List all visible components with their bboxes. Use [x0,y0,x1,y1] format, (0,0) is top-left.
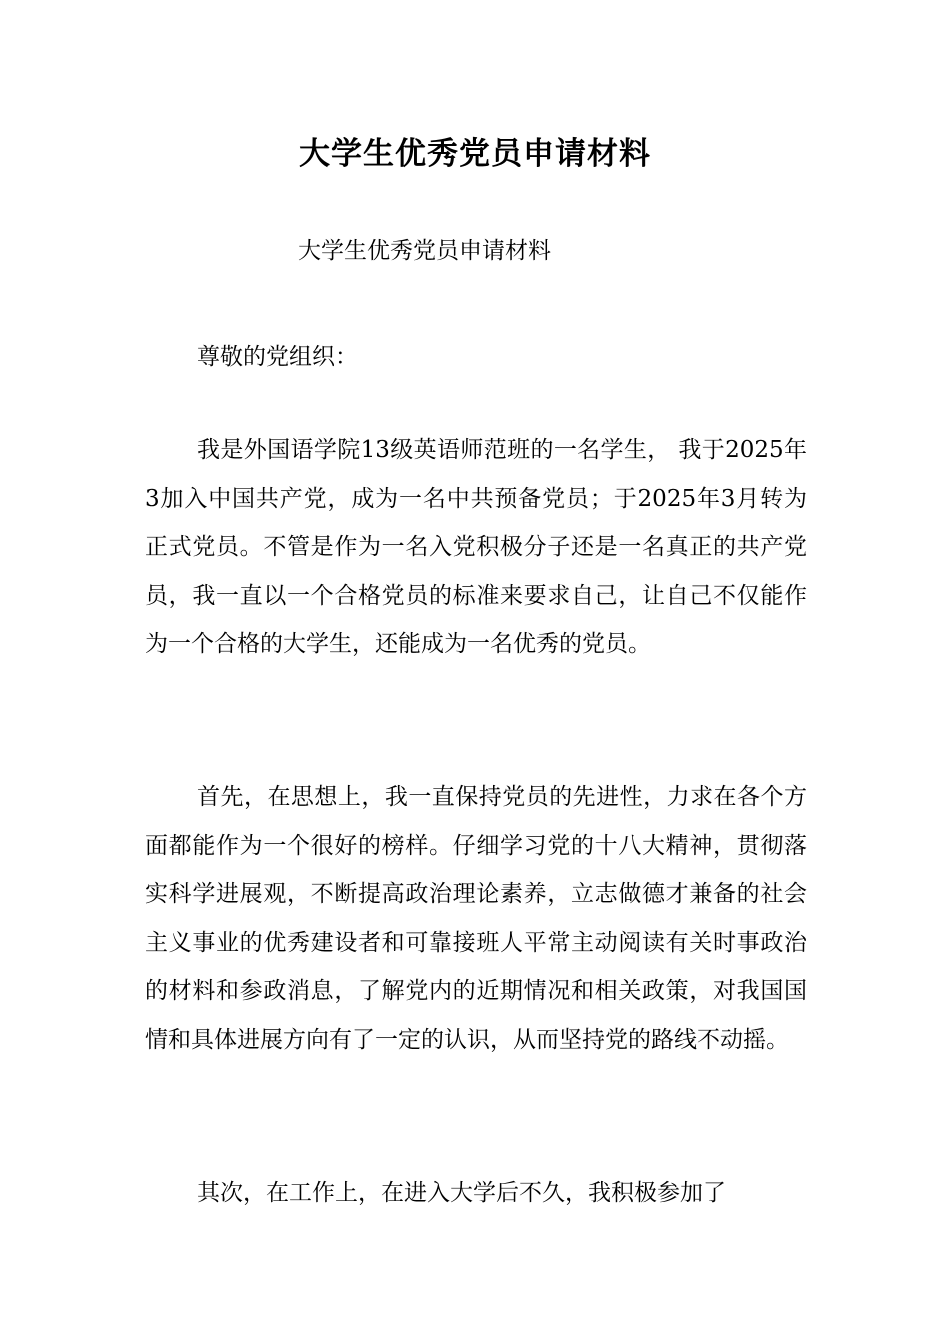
paragraph-work: 其次，在工作上，在进入大学后不久，我积极参加了 [197,1180,726,1206]
paragraph-introduction: 我是外国语学院13级英语师范班的一名学生， 我于2025年3加入中国共产党，成为一名中共预备党员；于2025年3月转为正式党员。不管是作为一名入党积极分子还是一名真正的共产党员，我一直以一个合格党员的标准来要求自己，让自己不仅能作为一个合格的大学生，还能成为一名优秀的党员。 [145,437,807,657]
salutation: 尊敬的党组织： [197,344,358,370]
document-title: 大学生优秀党员申请材料 [299,136,651,172]
document-subtitle: 大学生优秀党员申请材料 [298,238,551,264]
paragraph-ideology: 首先，在思想上，我一直保持党员的先进性，力求在各个方面都能作为一个很好的榜样。仔细学习党的十八大精神，贯彻落实科学进展观，不断提高政治理论素养，立志做德才兼备的社会主义事业的优秀建设者和可靠接班人平常主动阅读有关时事政治的材料和参政消息，了解党内的近期情况和相关政策，对我国国情和具体进展方向有了一定的认识，从而坚持党的路线不动摇。 [145,784,807,1053]
